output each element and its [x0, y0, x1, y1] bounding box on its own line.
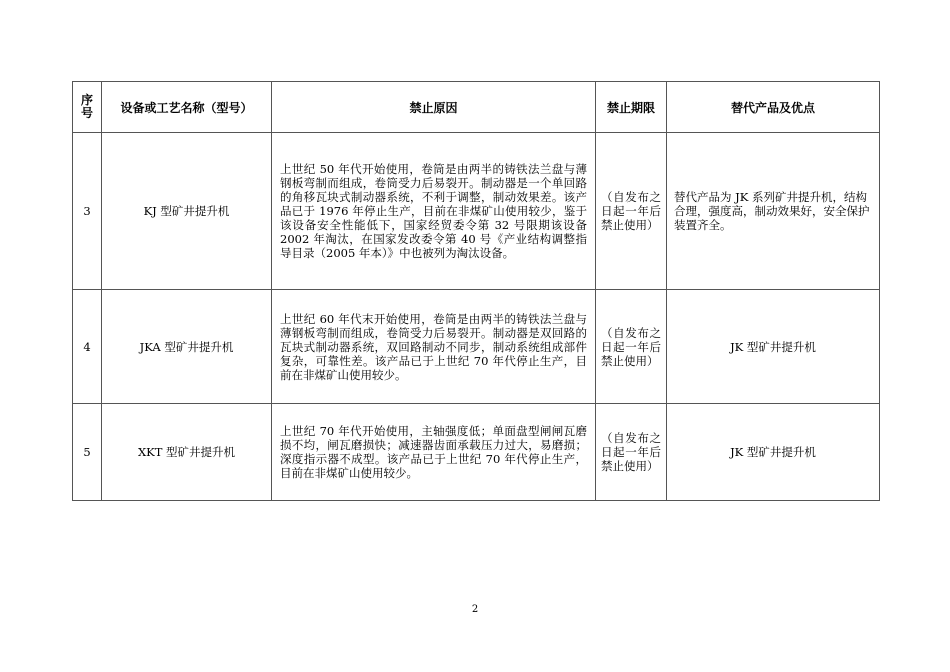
header-alternative-product: 替代产品及优点	[667, 82, 880, 133]
alternative-product: 替代产品为 JK 系列矿井提升机，结构合理，强度高，制动效果好，安全保护装置齐全。	[667, 133, 880, 290]
row-number: 3	[73, 133, 102, 290]
equipment-name: KJ 型矿井提升机	[102, 133, 272, 290]
alternative-product: JK 型矿井提升机	[667, 404, 880, 501]
prohibition-reason: 上世纪 70 年代开始使用，主轴强度低；单面盘型闸闸瓦磨损不均，闸瓦磨损快；减速器齿面承载压力过大，易磨损；深度指示器不成型。该产品已于上世纪 70 年代停止生产，目前在非煤矿山使用较少。	[272, 404, 596, 501]
header-prohibition-period: 禁止期限	[596, 82, 667, 133]
prohibited-equipment-table	[72, 81, 880, 501]
prohibition-reason: 上世纪 60 年代末开始使用，卷筒是由两半的铸铁法兰盘与薄钢板弯制而组成，卷筒受力后易裂开。制动器是双回路的瓦块式制动器系统，双回路制动不同步，制动系统组成部件复杂，可靠性差。该产品已于上世纪 70 年代停止生产，目前在非煤矿山使用较少。	[272, 290, 596, 404]
table-header-row	[73, 82, 880, 133]
table-row	[73, 404, 880, 501]
prohibition-reason: 上世纪 50 年代开始使用，卷筒是由两半的铸铁法兰盘与薄钢板弯制而组成，卷筒受力后易裂开。制动器是一个单回路的角移瓦块式制动器系统，不利于调整，制动效果差。该产品已于 1976 年停止生产，目前在非煤矿山使用较少，鉴于该设备安全性能低下，国家经贸委令第 32 号限期该设备 2002 年淘汰，在国家发改委令第 40 号《产业结构调整指导目录（2005 年本）》中也被列为淘汰设备。	[272, 133, 596, 290]
page-number: 2	[471, 604, 479, 615]
equipment-name: JKA 型矿井提升机	[102, 290, 272, 404]
alternative-product: JK 型矿井提升机	[667, 290, 880, 404]
table-row	[73, 133, 880, 290]
prohibition-period: （自发布之日起一年后禁止使用）	[596, 133, 667, 290]
prohibition-period: （自发布之日起一年后禁止使用）	[596, 404, 667, 501]
row-number: 4	[73, 290, 102, 404]
header-equipment-name: 设备或工艺名称（型号）	[102, 82, 272, 133]
table-row	[73, 290, 880, 404]
header-prohibition-reason: 禁止原因	[272, 82, 596, 133]
prohibition-period: （自发布之日起一年后禁止使用）	[596, 290, 667, 404]
row-number: 5	[73, 404, 102, 501]
header-sequence: 序号	[73, 82, 102, 133]
equipment-name: XKT 型矿井提升机	[102, 404, 272, 501]
